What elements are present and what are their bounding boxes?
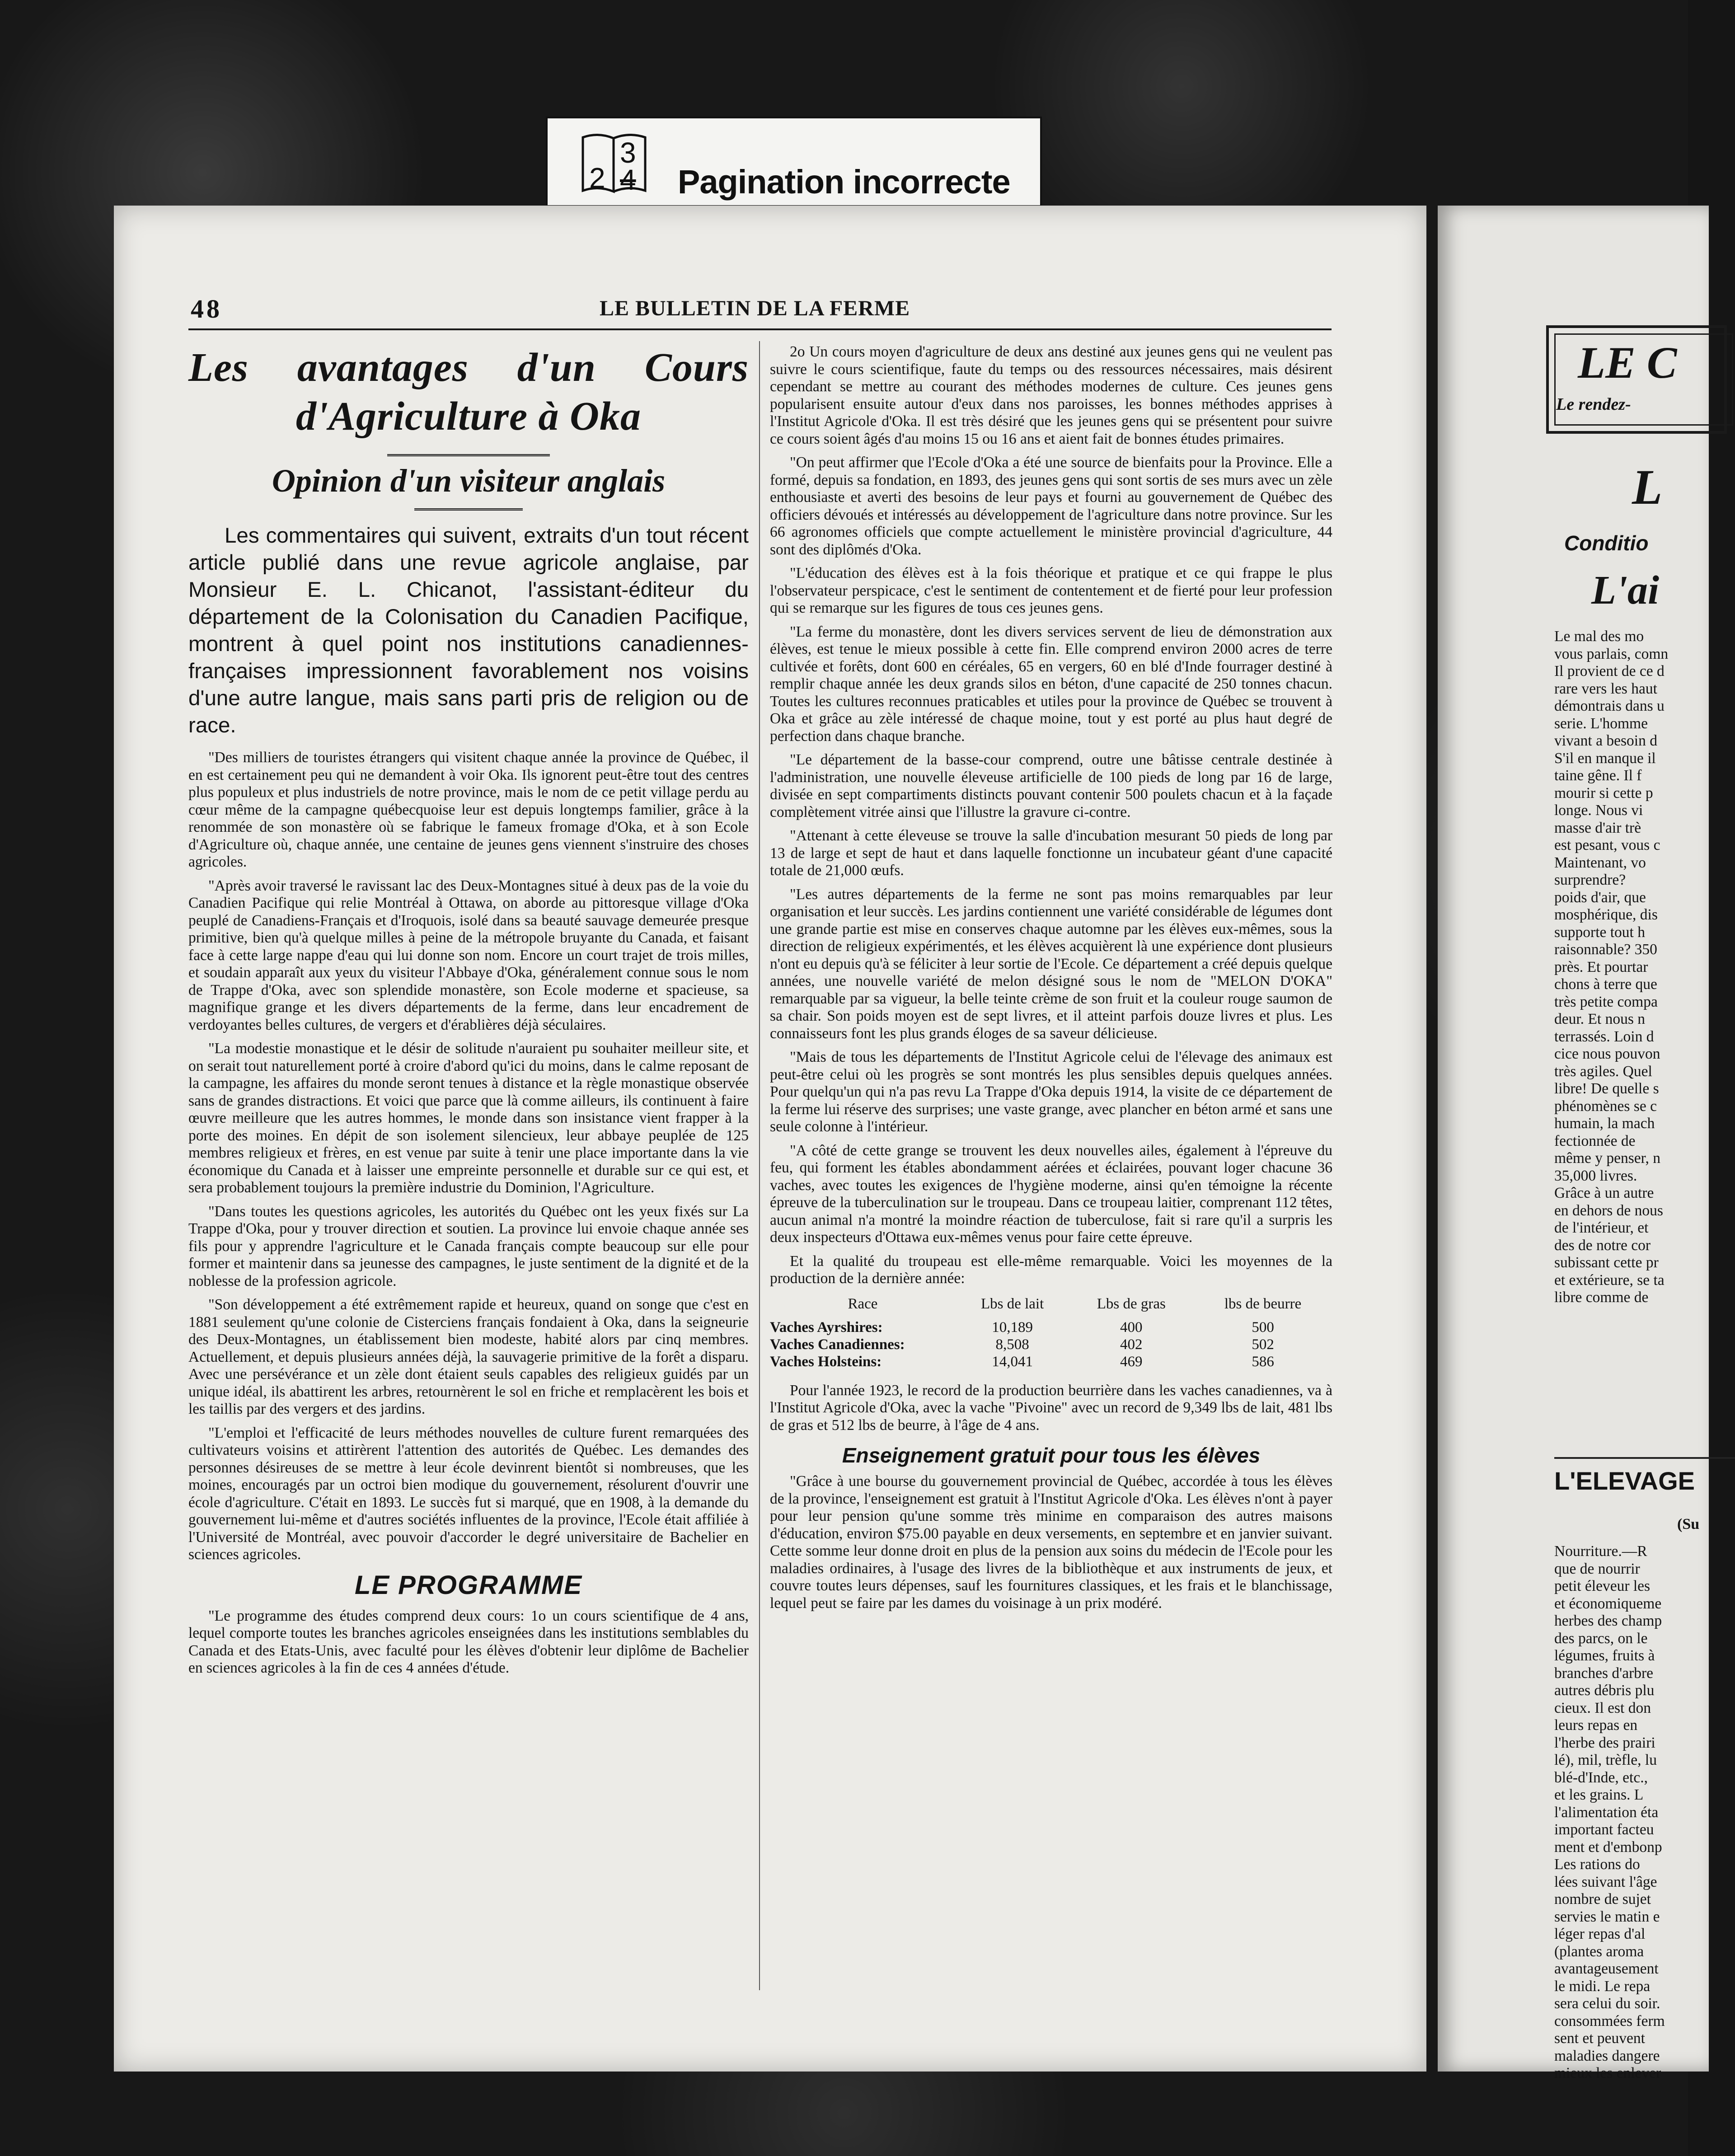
stamp-label: Pagination incorrecte xyxy=(678,163,1010,201)
section-heading-enseignement: Enseignement gratuit pour tous les élèves xyxy=(842,1444,1261,1467)
next-page-text-line: et les grains. L xyxy=(1554,1786,1644,1803)
running-title: LE BULLETIN DE LA FERME xyxy=(600,296,910,320)
next-page-text-line: masse d'air trè xyxy=(1554,819,1641,836)
next-page-elevage-heading: L'ELEVAGE xyxy=(1554,1467,1695,1495)
page-number: 48 xyxy=(191,294,222,323)
table-cell: 14,041 xyxy=(992,1353,1033,1370)
table-row xyxy=(770,1319,1332,1336)
article-paragraph: "Des milliers de touristes étrangers qui visitent chaque année la province de Québec, il en est certainement peu qui ne demandent à voir Oka. Ils ignorent peut-être tout des centres plus populeux et plus industriels de notre province, mais le nom de ce petit village perdu au cœur même de la campagne québecquoise leur est depuis longtemps familier, grâce à la renommée de son monastère où se fabrique le fameux fromage d'Oka, et à son Ecole d'Agriculture où, chaque année, une centaine de jeunes gens viennent s'instruire des choses agricoles. xyxy=(188,749,749,870)
next-page-text-line: Nourriture.—R xyxy=(1554,1543,1647,1560)
next-page-text-line: subissant cette pr xyxy=(1554,1254,1659,1271)
stamp-page-right-bottom: 4 xyxy=(620,164,636,196)
next-page-text-line: légumes, fruits à xyxy=(1554,1647,1655,1664)
article-title xyxy=(188,343,749,441)
next-page-text-line: avantageusement xyxy=(1554,1960,1659,1977)
next-page-text-line: (plantes aroma xyxy=(1554,1943,1644,1960)
next-page-text-line: herbes des champ xyxy=(1554,1612,1662,1629)
next-page-text-line: et extérieure, se ta xyxy=(1554,1271,1665,1289)
article-title-line1: Les avantages d'un Cours xyxy=(188,345,749,390)
table-cell: Vaches Canadiennes: xyxy=(770,1336,905,1353)
next-page-text-bottom xyxy=(1554,1543,1735,2082)
next-page-text-line: branches d'arbre xyxy=(1554,1664,1654,1682)
next-page-text-line: très petite compa xyxy=(1554,993,1658,1010)
table-cell: Vaches Ayrshires: xyxy=(770,1319,883,1336)
pagination-stamp xyxy=(546,117,1042,207)
table-header: Race xyxy=(848,1295,878,1312)
table-row xyxy=(770,1353,1332,1370)
next-page-text-line: 35,000 livres. xyxy=(1554,1167,1637,1184)
article-paragraph: "Son développement a été extrêmement rapide et heureux, quand on songe que c'est en 1881 seulement qu'une colonie de Cisterciens français fondaient à Oka, dans la seigneurie des Deux-Montagnes, un établissement bien modeste, habité alors par cinq membres. Actuellement, et depuis plusieurs années déjà, la sauvagerie primitive de la forêt a disparu. Avec une persévérance et un zèle dont étaient seuls capables des religieux guidés par un unique idéal, ils abattirent les arbres, retournèrent le sol en friche et remplacèrent les bois et les taillis par des vergers et des jardins. xyxy=(188,1296,749,1417)
column-rule xyxy=(759,341,760,1990)
article-paragraph: "On peut affirmer que l'Ecole d'Oka a été une source de bienfaits pour la Province. Elle a formé, depuis sa fondation, en 1893, des jeunes gens qui sont sortis de ses murs avec un zèle enthousiaste et averti des besoins de leur pays et fourni au gouvernement de Québec des officiers dévoués et intéressés au développement de l'agriculture dans notre province. Sur les 66 agronomes officiels que compte actuellement le ministère provincial d'agriculture, 44 sont des diplômés d'Oka. xyxy=(770,454,1332,558)
next-page-text-line: taine gêne. Il f xyxy=(1554,767,1642,784)
table-header: Lbs de lait xyxy=(980,1295,1044,1312)
next-page-text-line: vivant a besoin d xyxy=(1554,732,1657,749)
next-page-text-line: que de nourrir xyxy=(1554,1560,1640,1577)
next-page-rule xyxy=(1554,1457,1735,1459)
next-page-text-line: blé-d'Inde, etc., xyxy=(1554,1769,1648,1786)
next-page-text-line: Le mal des mo xyxy=(1554,628,1644,645)
table-cell: 400 xyxy=(1120,1319,1143,1336)
article-paragraph: "Après avoir traversé le ravissant lac des Deux-Montagnes situé à deux pas de la voie du Canadien Pacifique qui relie Montréal à Ottawa, on aborde au pittoresque village d'Oka peuplé de Canadiens-Français et d'Iroquois, isolé dans sa beauté sauvage demeurée presque primitive, bien qu'à quelque milles à peine de la métropole bruyante du Canada, et faisant face à cette large nappe d'eau qui lui donne son nom. Encore un court trajet de trois milles, et soudain apparaît aux yeux du visiteur l'Abbaye d'Oka, généralement connue sous le nom de Trappe d'Oka, avec son splendide monastère, son Ecole moderne et spacieuse, sa magnifique grange et les divers départements de la ferme, dans leur encadrement de verdoyantes belles cultures, de vergers et d'érablières déjà séculaires. xyxy=(188,877,749,1033)
next-page-text-line: Maintenant, vo xyxy=(1554,854,1646,871)
table-cell: 502 xyxy=(1252,1336,1274,1353)
article-paragraph: "Attenant à cette éleveuse se trouve la salle d'incubation mesurant 50 pieds de long par 13 de large et sept de haut et dans laquelle fonctionne un incubateur géant d'une capacité totale de 21,000 œufs. xyxy=(770,827,1332,879)
next-page-text-line: en dehors de nous xyxy=(1554,1202,1663,1219)
next-page-text-line: longe. Nous vi xyxy=(1554,802,1643,819)
next-page-text-line: nombre de sujet xyxy=(1554,1891,1651,1908)
next-page-text-line: léger repas d'al xyxy=(1554,1926,1646,1942)
enseignement-paragraph: "Grâce à une bourse du gouvernement provincial de Québec, accordée à tous les élèves de la province, l'enseignement est gratuit à l'Institut Agricole d'Oka. Les élèves n'ont à payer pour leur pension qu'une somme très minime en comparaison des autres maisons d'éducation, environ $75.00 payable en deux versements, en septembre et en janvier suivant. Cette somme leur donne droit en plus de la pension aux soins du médecin de l'Ecole pour les maladies ordinaires, à l'usage des livres de la bibliothèque et aux instruments de jeux, et couvre toutes leurs dépenses, sauf les fournitures classiques, et les frais et le blanchissage, lequel peut se faire par les dames du voisinage à un prix modéré. xyxy=(770,1473,1332,1612)
next-page-fragment xyxy=(1438,206,1709,2081)
next-page-text-line: mosphérique, dis xyxy=(1554,906,1658,923)
next-page-text-line: important facteu xyxy=(1554,1821,1654,1838)
table-cell: 8,508 xyxy=(995,1336,1029,1353)
next-page-text-line: rare vers les haut xyxy=(1554,680,1657,697)
next-page-text-line: libre! De quelle s xyxy=(1554,1080,1659,1097)
next-page-text-line: cice nous pouvon xyxy=(1554,1045,1660,1062)
next-page-text-line: mourir si cette p xyxy=(1554,784,1653,801)
next-page-text-line: raisonnable? 350 xyxy=(1554,941,1657,958)
next-page-text-line: humain, la mach xyxy=(1554,1115,1655,1132)
production-table xyxy=(770,1294,1332,1370)
next-page-text-line: lées suivant l'âge xyxy=(1554,1873,1657,1890)
next-page-text-line: même y penser, n xyxy=(1554,1150,1660,1167)
next-page-text-line: est pesant, vous c xyxy=(1554,837,1660,853)
table-row xyxy=(770,1336,1332,1353)
table-cell: Vaches Holsteins: xyxy=(770,1353,882,1370)
article-paragraph: "Les autres départements de la ferme ne sont pas moins remarquables par leur organisation et leur succès. Les jardins contiennent une variété considérable de légumes dont une grande partie est mise en conserves chaque automne par les élèves eux-mêmes, sous la direction de religieux expérimentés, et les élèves acquièrent là une expérience dont plusieurs n'ont eu depuis qu'à se féliciter à leur sortie de l'Ecole. Ce département a créé depuis quelque années, une nouvelle variété de melon désigné sous le nom de "MELON D'OKA" remarquable par sa vigueur, la belle teinte crème de son fruit et la couleur rouge saumon de sa chair. Son poids moyen est de sept livres, et il atteint parfois douze livres et plus. Les connaisseurs font les plus grands éloges de sa saveur délicieuse. xyxy=(770,886,1333,1042)
next-page-text-line: Grâce à un autre xyxy=(1554,1185,1654,1201)
next-page-text-line: libre comme de xyxy=(1554,1289,1649,1306)
next-page-text-line: des de notre cor xyxy=(1554,1237,1651,1254)
next-page-text-line: l'herbe des prairi xyxy=(1554,1734,1655,1751)
article-paragraph: "L'emploi et l'efficacité de leurs méthodes nouvelles de culture furent remarquées des cultivateurs voisins et attirèrent l'attention des autorités de Québec. Les demandes des personnes désireuses de se mettre à leur école devinrent bientôt si nombreuses, que les moines, encouragés par un octroi bien modique du gouvernement, résolurent d'ouvrir une école d'agriculture. C'était en 1893. Le succès fut si marqué, que en 1908, à la demande du gouvernement lui-même et d'autres sociétés influentes de la province, l'Ecole était affiliée à l'Université de Montréal, avec pouvoir d'accorder le degré universitaire de Bachelier en sciences agricoles. xyxy=(188,1424,749,1563)
subtitle-ornament xyxy=(414,503,523,511)
article-paragraph: "L'éducation des élèves est à la fois théorique et pratique et ce qui frappe le plus l'observateur perspicace, c'est le sentiment de contentement et de fierté pour leur profession qui se remarque sur les figures de tous ces jeunes gens. xyxy=(770,565,1332,616)
next-page-text-line: leurs repas en xyxy=(1554,1717,1638,1734)
next-page-text-top xyxy=(1554,628,1735,1307)
next-page-elevage-sub: (Su xyxy=(1677,1516,1700,1533)
article-paragraph: "La ferme du monastère, dont les divers services servent de lieu de démonstration aux élèves, est tenue le mieux possible à cette fin. Elle comprend environ 2000 acres de terre cultivée et forêts, dont 600 en céréales, 65 en vergers, 60 en blé d'Inde fourrager destiné à remplir chaque année les deux grands silos en béton, d'une capacité de 250 tonnes chacun. Toutes les cultures reconnues praticables et utiles pour la province de Québec se trouvent à Oka et grâce au zèle intéressé de chaque moine, tout y est porté au plus haut degré de perfection dans chaque branche. xyxy=(770,623,1332,745)
next-page-text-line: lé), mil, trèfle, lu xyxy=(1554,1752,1657,1768)
next-page-text-line: serie. L'homme xyxy=(1554,715,1648,732)
next-page-text-line: démontrais dans u xyxy=(1554,698,1665,714)
next-page-text-line: deur. Et nous n xyxy=(1554,1011,1645,1027)
next-page-text-line: très agiles. Quel xyxy=(1554,1063,1652,1080)
next-page-text-line: Il provient de ce d xyxy=(1554,663,1665,680)
article-paragraph: "Dans toutes les questions agricoles, les autorités du Québec ont les yeux fixés sur La Trappe d'Oka, pour y trouver direction et soutien. La province lui envoie chaque année ses fils pour y apprendre l'agriculture et le Canada français compte beaucoup sur elle pour former et maintenir dans sa jeunesse des campagnes, le juste sentiment de la dignité et de la noblesse de la profession agricole. xyxy=(188,1203,749,1289)
table-cell: 10,189 xyxy=(992,1319,1033,1336)
article-paragraph: "La modestie monastique et le désir de solitude n'auraient pu souhaiter meilleur site, et on serait tout naturellement porté à croire d'abord qu'ici du moins, dans le calme reposant de la campagne, les affaires du monde seront tenues à distance et la règle monastique observée sans de grandes distractions. Et voici que parce que là comme ailleurs, ils continuent à faire œuvre meilleure que les autres hommes, le monde dans son insistance vient frapper à la porte des moines. En dépit de son isolement silencieux, leur abbaye peuplée de 125 membres religieux et frères, en est venue par suite à tenir une place importante dans la vie économique du Canada et à laisser une empreinte personnelle et durable sur ce qui est, et sera probablement toujours la première industrie du Dominion, l'Agriculture. xyxy=(188,1040,749,1196)
next-page-text-line: S'il en manque il xyxy=(1554,750,1656,767)
right-column xyxy=(770,343,1332,1618)
next-page-text-line: phénomènes se c xyxy=(1554,1097,1657,1115)
next-page-text-line: terrassés. Loin d xyxy=(1554,1028,1654,1045)
next-page-text-line: chons à terre que xyxy=(1554,976,1657,993)
stamp-page-right-top: 3 xyxy=(620,136,636,169)
article-paragraph: "Le département de la basse-cour comprend, outre une bâtisse centrale destinée à l'administration, une nouvelle éleveuse artificielle de 100 pieds de long par 16 de large, divisée en sept compartiments distincts pouvant contenir 500 poulets chacun et à la façade complètement vitrée ainsi que l'illustre la gravure ci-contre. xyxy=(770,751,1332,820)
article-paragraph: Et la qualité du troupeau est elle-même remarquable. Voici les moyennes de la production de la dernière année: xyxy=(770,1252,1332,1287)
next-page-headline-letter: L xyxy=(1632,459,1663,515)
article-paragraph: "A côté de cette grange se trouvent les deux nouvelles ailes, également à l'épreuve du feu, qui forment les étables abondamment aérées et éclairées, pouvant loger chacune 36 vaches, avec toutes les exigences de l'hygiène moderne, ainsi qu'en témoigne la récente épreuve de la tuberculination sur le troupeau. Dans ce troupeau laitier, comprenant 112 têtes, aucun animal n'a montré la moindre réaction de tuberculose, fait si rare qu'il a surpris les deux inspecteurs d'Ottawa eux-mêmes venus pour faire cette épreuve. xyxy=(770,1142,1332,1246)
next-page-text-line: et économiqueme xyxy=(1554,1595,1662,1612)
next-page-text-line: supporte tout h xyxy=(1554,923,1645,941)
next-page-tagline: Le rendez- xyxy=(1556,395,1631,414)
next-page-text-line: ment et d'embonp xyxy=(1554,1838,1662,1856)
article-paragraph: 2o Un cours moyen d'agriculture de deux ans destiné aux jeunes gens qui ne veulent pas suivre le cours scientifique, faute du temps ou des ressources nécessaires, mais désirent cependant se mettre au courant des méthodes modernes de culture. Ces jeunes gens popularisent ensuite autour d'eux dans nos paroisses, les bonnes méthodes apprises à l'Institut Agricole d'Oka. Il est très désiré que les jeunes gens qui se présentent pour suivre ce cours soient âgés d'au moins 15 ou 16 ans et aient fait de bonnes études primaires. xyxy=(770,343,1332,447)
next-page-subheading: Conditio xyxy=(1564,531,1649,555)
next-page-headline: L'ai xyxy=(1591,568,1659,613)
table-cell: 469 xyxy=(1120,1353,1143,1370)
newspaper-page xyxy=(114,206,1426,2072)
next-page-text-line: autres débris plu xyxy=(1554,1682,1655,1699)
next-page-title: LE C xyxy=(1578,337,1677,388)
left-column xyxy=(188,343,749,1683)
table-cell: 402 xyxy=(1120,1336,1143,1353)
article-title-line2: d'Agriculture à Oka xyxy=(295,394,642,439)
next-page-text-line: le midi. Le repa xyxy=(1554,1978,1651,1995)
next-page-text-line: servies le matin e xyxy=(1554,1908,1660,1925)
next-page-text-line: petit éleveur les xyxy=(1554,1578,1651,1594)
next-page-text-line: cieux. Il est don xyxy=(1554,1699,1651,1716)
next-page-text-line: consommées ferm xyxy=(1554,2012,1665,2029)
next-page-text-line: surprendre? xyxy=(1554,872,1626,888)
next-page-text-line: Les rations do xyxy=(1554,1856,1640,1873)
next-page-text-line: fectionnée de xyxy=(1554,1132,1636,1149)
article-paragraph: "Mais de tous les départements de l'Institut Agricole celui de l'élevage des animaux est peut-être celui où les progrès se sont montrés les plus sensibles depuis quelques années. Pour quelqu'un qui n'a pas revu La Trappe d'Oka depuis 1914, la visite de ce département de la ferme lui réserve des surprises; une vaste grange, avec plancher en béton armé et sans une seule colonne à l'intérieur. xyxy=(770,1049,1332,1135)
next-page-text-line: l'alimentation éta xyxy=(1554,1804,1659,1821)
next-page-text-line: vous parlais, comn xyxy=(1554,645,1669,662)
next-page-text-line: mieux les enlever xyxy=(1554,2065,1661,2081)
record-paragraph: Pour l'année 1923, le record de la production beurrière dans les vaches canadiennes, va à l'Institut Agricole d'Oka, avec la vache "Pivoine" avec un record de 9,349 lbs de lait, 481 lbs de gras et 512 lbs de beurre, à l'âge de 4 ans. xyxy=(770,1382,1332,1434)
next-page-text-line: de l'intérieur, et xyxy=(1554,1219,1649,1236)
programme-paragraph: "Le programme des études comprend deux cours: 1o un cours scientifique de 4 ans, lequel comporte toutes les branches agricoles enseignées dans les institutions semblables du Canada et des Etats-Unis, avec faculté pour les élèves d'obtenir leur diplôme de Bachelier en sciences agricoles à la fin de ces 4 années d'étude. xyxy=(188,1607,749,1676)
next-page-text-line: maladies dangere xyxy=(1554,2047,1660,2064)
next-page-text-line: sera celui du soir. xyxy=(1554,1995,1660,2012)
table-cell: 500 xyxy=(1252,1319,1274,1336)
next-page-text-line: poids d'air, que xyxy=(1554,889,1646,906)
next-page-text-line: des parcs, on le xyxy=(1554,1630,1648,1647)
article-lead: Les commentaires qui suivent, extraits d'un tout récent article publié dans une revue agricole anglaise, par Monsieur E. L. Chicanot, l'assistant-éditeur du département de la Colonisation du Canadien Pacifique, montrent à quel point nos institutions canadiennes-françaises impressionnent favorablement nos voisins d'une autre langue, mais sans parti pris de religion ou de race. xyxy=(188,524,749,737)
stamp-page-left: 2 xyxy=(589,162,605,194)
title-ornament xyxy=(387,449,550,456)
next-page-text-line: sent et peuvent xyxy=(1554,2030,1645,2047)
table-header: lbs de beurre xyxy=(1224,1295,1302,1312)
table-header: Lbs de gras xyxy=(1097,1295,1166,1312)
section-heading-programme: LE PROGRAMME xyxy=(354,1570,583,1600)
header-rule xyxy=(188,328,1332,330)
article-subtitle: Opinion d'un visiteur anglais xyxy=(272,463,666,499)
next-page-text-line: près. Et pourtar xyxy=(1554,958,1648,975)
table-cell: 586 xyxy=(1252,1353,1274,1370)
table-header-row xyxy=(770,1294,1332,1319)
